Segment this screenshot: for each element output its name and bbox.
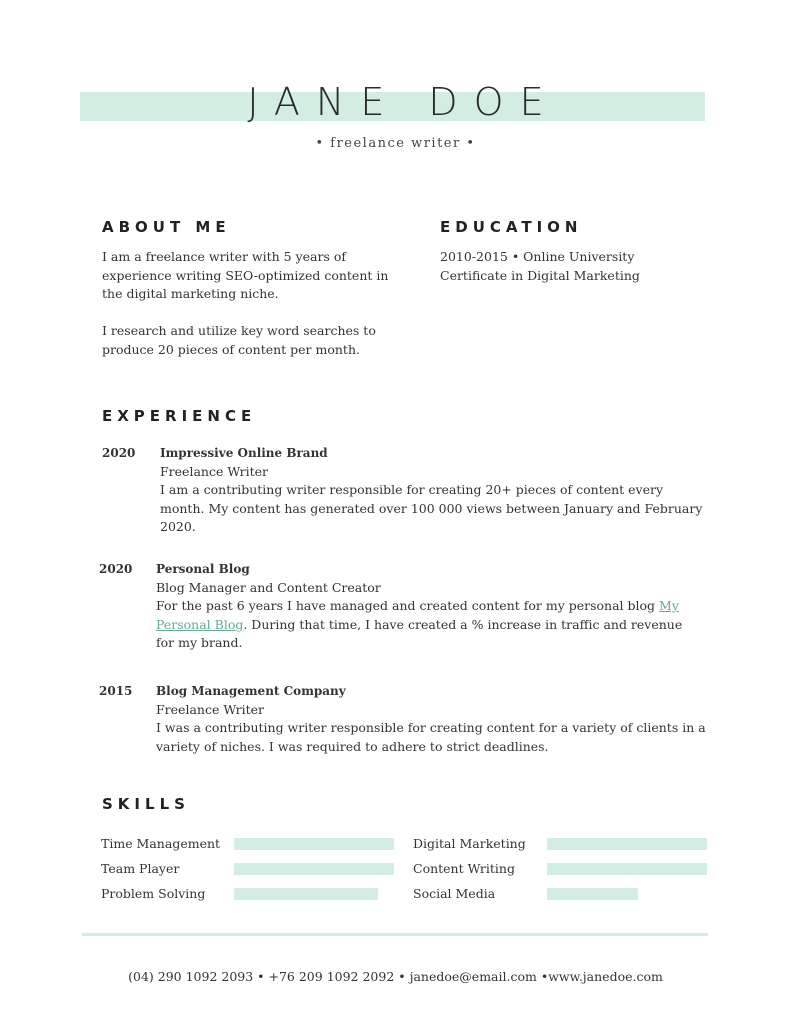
experience-item [156,560,696,653]
skill-level-bar [547,838,707,850]
skill-label: Problem Solving [101,886,206,901]
page-title: JANE DOE [247,80,560,124]
skill-level-bar [234,838,394,850]
skill-label: Content Writing [413,861,515,876]
contact-info: (04) 290 1092 2093 • +76 209 1092 2092 • janedoe@email.com •www.janedoe.com [128,969,663,984]
skill-level-bar [547,888,638,900]
divider [82,933,708,936]
about-paragraph: I am a freelance writer with 5 years of experience writing SEO-optimized content in the digital marketing niche. [102,249,389,301]
skill-label: Digital Marketing [413,836,526,851]
skill-label: Social Media [413,886,496,901]
about-section [102,248,402,359]
experience-heading: EXPERIENCE [102,407,257,425]
experience-item [160,444,710,537]
experience-year: 2020 [102,446,136,460]
desc-text: . During that time, I have created a % increase in traffic and revenue for my brand. [156,616,683,650]
desc-text: For the past 6 years I have managed and created content for my personal blog [156,598,660,613]
education-line: 2010-2015 • Online University [440,249,635,264]
skill-level-bar [234,888,378,900]
experience-year: 2015 [99,684,133,698]
personal-blog-link[interactable]: My Personal Blog [156,598,679,632]
education-section [440,248,720,285]
experience-item [156,682,706,756]
experience-role: Freelance Writer [160,463,268,479]
experience-role: Freelance Writer [156,701,264,717]
experience-company: Personal Blog [156,562,250,576]
experience-desc [156,597,696,653]
about-paragraph: I research and utilize key word searches to produce 20 pieces of content per month. [102,323,376,357]
about-heading: ABOUT ME [102,218,231,236]
experience-company: Blog Management Company [156,684,346,698]
skill-label: Team Player [101,861,180,876]
experience-desc: I was a contributing writer responsible for creating content for a variety of clients in a variety of niches. I was required to adhere to strict deadlines. [156,720,706,754]
skill-level-bar [234,863,394,875]
education-heading: EDUCATION [440,218,583,236]
skills-heading: SKILLS [102,795,190,813]
job-subtitle: • freelance writer • [315,136,476,151]
experience-desc: I am a contributing writer responsible for creating 20+ pieces of content every month. My content has generated over 100 000 views between January and February 2020. [160,482,703,534]
experience-year: 2020 [99,562,133,576]
experience-role: Blog Manager and Content Creator [156,579,381,595]
experience-company: Impressive Online Brand [160,446,328,460]
education-line: Certificate in Digital Marketing [440,267,640,283]
skill-label: Time Management [101,836,221,851]
skill-level-bar [547,863,707,875]
